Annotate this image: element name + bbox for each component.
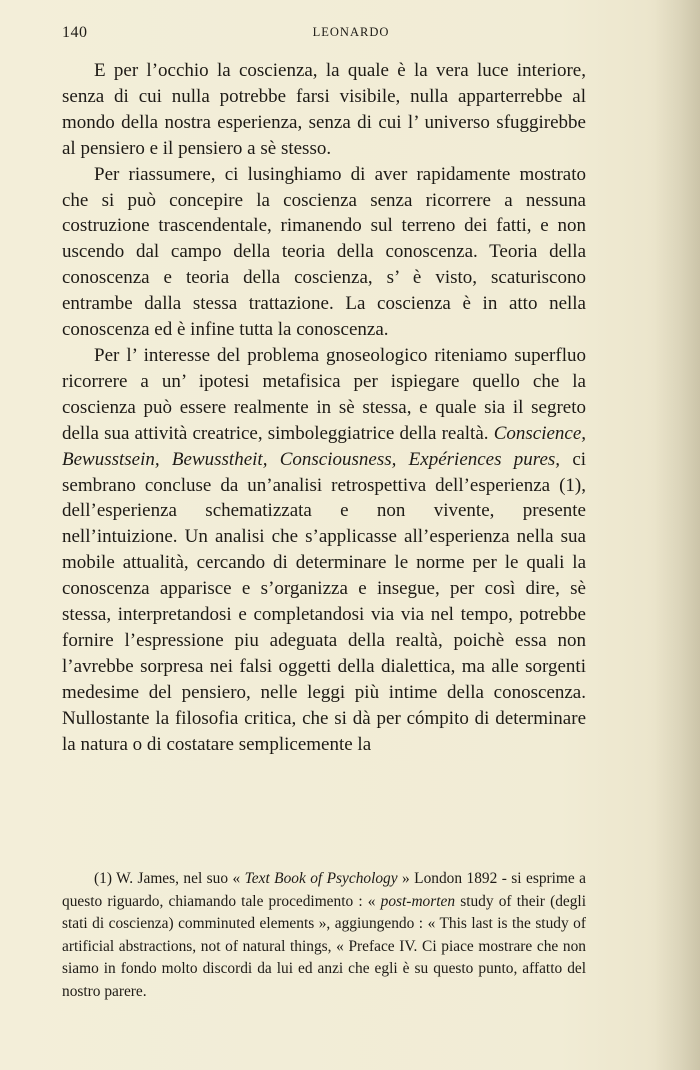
term-experiences-pures: Expériences pures,	[408, 448, 561, 470]
paragraph-2: Per riassumere, ci lusinghiamo di aver rapidamente mostrato che si può concepire la coscienza senza ricorrere a nessuna costruzione trascendentale, rimanendo sul terreno dei fatti, e non uscendo dal campo della teoria della conoscenza. Teoria della conoscenza e teoria della coscienza, s’ è visto, scaturiscono entrambe dalla stessa trattazione. La coscienza è in atto nella conoscenza ed è infine tutta la conoscenza.	[62, 163, 586, 341]
footnote	[62, 868, 586, 1004]
paragraph-3	[62, 343, 586, 758]
footnote-1	[62, 868, 586, 1004]
page-edge-shadow	[654, 0, 700, 1070]
footnote-book-title: Text Book of Psychology	[244, 870, 398, 887]
paragraph-3-body: ci sembrano concluse da un’analisi retrospettiva dell’esperienza (1), dell’esperienza schematizzata e non vivente, presente nell’intuizione. Un analisi che s’applicasse all’esperienza nella sua mobile attualità, cercando di determinare le norme per le quali la conoscenza apparisce e s’organizza e insegue, per così dire, sè stessa, interpretandosi e completandosi via via nel tempo, potrebbe fornire l’espressione piu adeguata della realtà, poichè essa non l’avrebbe sorpresa nei falsi oggetti della dialettica, ma alle sorgenti medesime del pensiero, nelle leggi più intime della conoscenza. Nullostante la filosofia critica, che si dà per cómpito di determinare la natura o di costatare semplicemente la	[62, 448, 587, 755]
term-bewusstheit: Bewusstheit,	[171, 448, 268, 470]
main-text	[62, 58, 586, 757]
page-number: 140	[62, 24, 88, 41]
footnote-middle: » London 1892 - si esprime a questo riguardo, chiamando tale procedimento : «	[62, 870, 586, 910]
running-head	[62, 24, 640, 44]
footnote-lead: (1) W. James, nel suo «	[94, 870, 241, 887]
term-consciousness: Consciousness,	[279, 448, 397, 470]
term-conscience: Conscience,	[493, 422, 587, 444]
paragraph-3-intro: Per l’ interesse del problema gnoseologico riteniamo superfluo ricorrere a un’ ipotesi metafisica per ispiegare quello che la coscienza può essere realmente in sè stessa, e quale sia il segreto della sua attività creatrice, simboleggiatrice della realtà.	[62, 344, 586, 444]
paragraph-1: E per l’occhio la coscienza, la quale è la vera luce interiore, senza di cui nulla potrebbe farsi visibile, nulla apparterrebbe al mondo della nostra esperienza, senza di cui l’ universo sfuggirebbe al pensiero e il pensiero a sè stesso.	[62, 60, 586, 159]
term-bewusstsein: Bewusstsein,	[62, 448, 160, 470]
footnote-rest: study of their (degli stati di coscienza) comminuted elements », aggiungendo : « This last is the study of artificial abstractions, not of natural things, « Preface IV. Ci piace mostrare che non siamo in fondo molto discordi da lui ed anzi che egli è su questo punto, affatto del nostro parere.	[62, 892, 586, 1000]
running-title: LEONARDO	[312, 25, 390, 39]
footnote-term: post-morten	[380, 892, 456, 910]
